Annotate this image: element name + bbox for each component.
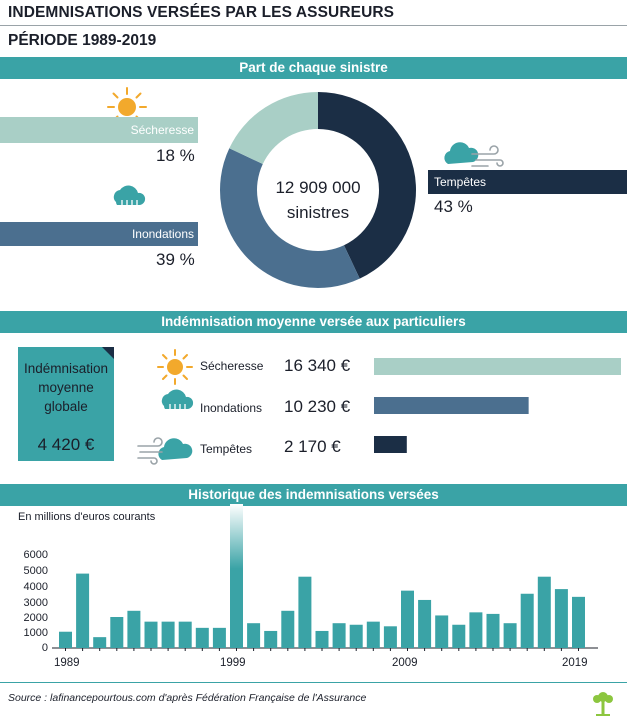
history-bar-2015	[504, 623, 517, 648]
donut-slice-sécheresse	[229, 92, 318, 164]
global-average-value: 4 420 €	[37, 435, 95, 454]
global-average-label-line3: globale	[44, 399, 88, 414]
footer-divider	[0, 682, 627, 683]
donut-center-label: sinistres	[286, 203, 350, 222]
y-tick-2000: 2000	[23, 612, 48, 624]
y-tick-4000: 4000	[23, 581, 48, 593]
avg-secheresse-label: Sécheresse	[200, 359, 264, 373]
history-bar-2019	[572, 597, 585, 648]
history-bar-2010	[418, 600, 431, 648]
history-bar-2018	[555, 589, 568, 648]
source-note: Source : lafinancepourtous.com d'après Fédération Française de l'Assurance	[8, 692, 367, 704]
x-tick-2019: 2019	[562, 657, 588, 669]
global-average-label	[18, 359, 114, 416]
x-tick-1989: 1989	[54, 657, 80, 669]
secheresse-share-label: Sécheresse	[130, 123, 194, 137]
history-bar-2004	[316, 631, 329, 648]
avg-tempetes-label: Tempêtes	[200, 442, 253, 456]
tempetes-share-pct: 43 %	[434, 197, 473, 216]
history-bar-chart	[50, 500, 606, 652]
history-unit-label: En millions d'euros courants	[18, 511, 156, 523]
wind-cloud-icon	[136, 432, 198, 466]
page-title: INDEMNISATIONS VERSÉES PAR LES ASSUREURS	[8, 4, 395, 21]
history-bar-2016	[521, 594, 534, 648]
history-bar-2000	[247, 623, 260, 648]
section-average-header: Indémnisation moyenne versée aux particuliers	[0, 311, 627, 333]
secheresse-share-pct: 18 %	[156, 146, 195, 165]
y-tick-6000: 6000	[23, 549, 48, 561]
avg-tempetes-value: 2 170 €	[284, 437, 341, 456]
history-bar-2006	[350, 625, 363, 648]
history-bar-1989	[59, 632, 72, 648]
history-bar-1995	[162, 622, 175, 648]
history-bar-2009	[401, 591, 414, 648]
rain-cloud-icon	[156, 388, 196, 424]
history-bar-2005	[333, 623, 346, 648]
history-bar-2003	[298, 577, 311, 648]
avg-bar-inondations	[374, 397, 529, 414]
sun-icon	[156, 348, 194, 386]
page-subtitle: PÉRIODE 1989-2019	[8, 32, 157, 49]
global-average-label-line2: moyenne	[38, 380, 94, 395]
history-bar-1992	[110, 617, 123, 648]
global-average-card	[18, 347, 114, 461]
donut-center-count: 12 909 000	[275, 178, 361, 197]
inondations-share-pct: 39 %	[156, 250, 195, 269]
global-average-label-line1: Indémnisation	[23, 361, 109, 376]
history-bar-2002	[281, 611, 294, 648]
history-bar-1991	[93, 637, 106, 648]
avg-bar-sécheresse	[374, 358, 621, 375]
history-bar-1999	[230, 504, 243, 648]
history-bar-1996	[179, 622, 192, 648]
rain-cloud-icon	[108, 184, 148, 220]
history-bar-2001	[264, 631, 277, 648]
history-bar-2007	[367, 622, 380, 648]
card-corner	[102, 347, 114, 359]
y-tick-5000: 5000	[23, 565, 48, 577]
history-bar-2017	[538, 577, 551, 648]
tempetes-share-label: Tempêtes	[434, 175, 487, 189]
history-bar-1998	[213, 628, 226, 648]
history-bar-1997	[196, 628, 209, 648]
section-history-header: Historique des indemnisations versées	[0, 484, 627, 506]
x-tick-2009: 2009	[392, 657, 418, 669]
y-tick-0: 0	[41, 642, 48, 654]
history-bar-1994	[145, 622, 158, 648]
title-divider	[0, 25, 627, 26]
history-bar-1990	[76, 574, 89, 648]
avg-inondations-value: 10 230 €	[284, 397, 351, 416]
history-bar-2008	[384, 626, 397, 648]
tree-logo-icon	[588, 688, 618, 718]
avg-secheresse-value: 16 340 €	[284, 356, 351, 375]
section-share-header: Part de chaque sinistre	[0, 57, 627, 79]
y-tick-3000: 3000	[23, 597, 48, 609]
history-bar-2014	[487, 614, 500, 648]
wind-cloud-icon	[442, 138, 504, 172]
history-bar-2012	[452, 625, 465, 648]
history-bar-2013	[469, 612, 482, 648]
history-bar-2011	[435, 615, 448, 648]
y-tick-1000: 1000	[23, 627, 48, 639]
average-bars	[374, 355, 622, 457]
avg-bar-tempêtes	[374, 436, 407, 453]
avg-inondations-label: Inondations	[200, 401, 263, 415]
inondations-share-label: Inondations	[131, 227, 194, 241]
x-tick-1999: 1999	[220, 657, 246, 669]
history-bar-1993	[127, 611, 140, 648]
